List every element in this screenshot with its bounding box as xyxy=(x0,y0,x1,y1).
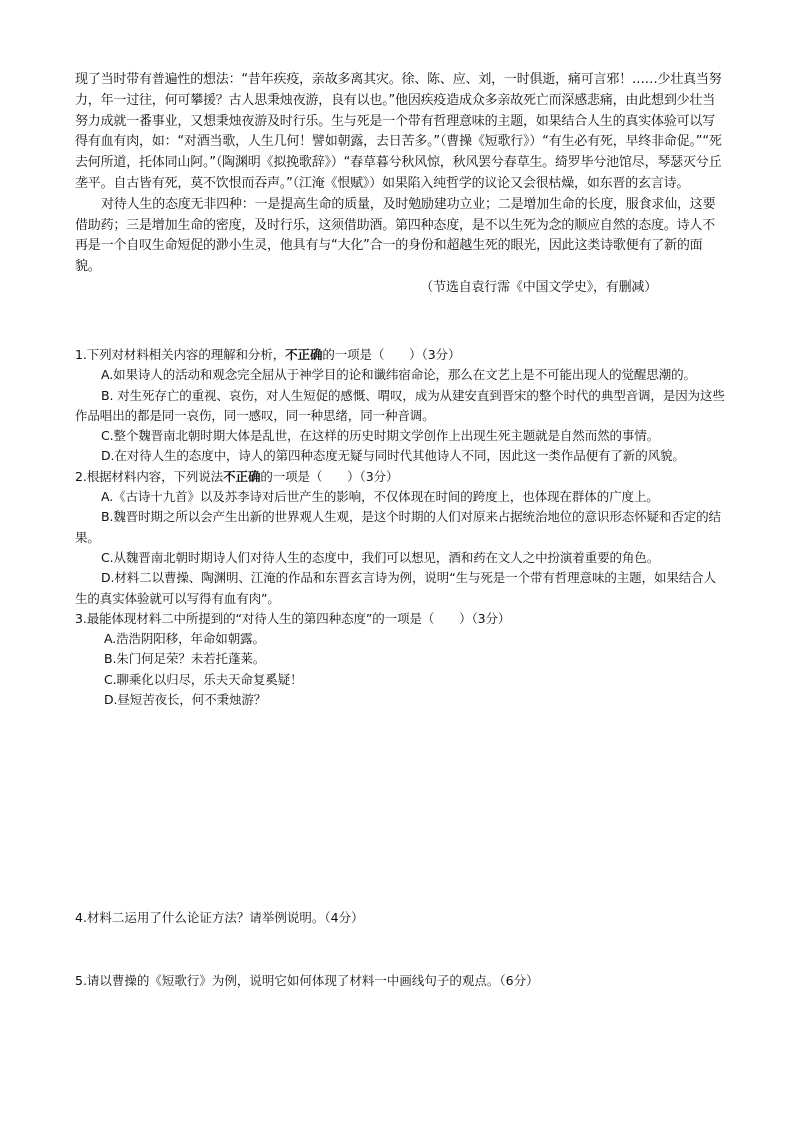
question-4: 4.材料二运用了什么论证方法？请举例说明。（4分） xyxy=(75,910,364,925)
passage-paragraph-2: 对待人生的态度无非四种：一是提高生命的质量，及时勉励建功立业；二是增加生命的长度，服食求仙，这要借助药；三是增加生命的密度，及时行乐，这须借助酒。第四种态度，是不以生死为念的顺应自然的态度。诗人不再是一个自叹生命短促的渺小生灵，他具有与“大化”合一的身份和超越生死的眼光，因此这类诗歌便有了新的面貌。 xyxy=(75,196,716,275)
question-2-option-a: A.《古诗十九首》以及苏李诗对后世产生的影响，不仅体现在时间的跨度上，也体现在群体的广度上。 xyxy=(101,489,659,505)
question-5: 5.请以曹操的《短歌行》为例，说明它如何体现了材料一中画线句子的观点。（6分） xyxy=(75,973,539,988)
questions-section xyxy=(75,345,725,710)
question-1-emphasis: 不正确 xyxy=(285,347,323,362)
question-1-stem-text: 1.下列对材料相关内容的理解和分析， xyxy=(75,347,286,362)
question-3-option-c: C.聊乘化以归尽，乐夫天命复奚疑！ xyxy=(104,671,303,687)
question-2-option-d: D.材料二以曹操、陶渊明、江淹的作品和东晋玄言诗为例，说明“生与死是一个带有哲理意味的主题，如果结合人生的真实体验就可以写得有血有肉”。 xyxy=(75,570,716,606)
question-2-emphasis: 不正确 xyxy=(223,468,261,484)
question-1-stem-tail: 的一项是（ ）（3分） xyxy=(322,347,461,362)
question-3-stem: 3.最能体现材料二中所提到的“对待人生的第四种态度”的一项是（ ）（3分） xyxy=(75,610,511,626)
passage-paragraph-1: 现了当时带有普遍性的想法：“昔年疾疫，亲故多离其灾。徐、陈、应、刘，一时俱逝，痛可言邪！……少壮真当努力，年一过往，何可攀援？古人思秉烛夜游，良有以也。”他因疾疫造成众多亲故死亡而深感悲痛，由此想到少壮当努力成就一番事业，又想秉烛夜游及时行乐。生与死是一个带有哲理意味的主题，如果结合人生的真实体验可以写得有血有肉，如：“对酒当歌，人生几何！譬如朝露，去日苦多。”（曹操《短歌行》）“有生必有死，早终非命促。”“死去何所道，托体同山阿。”（陶渊明《拟挽歌辞》）“春草暮兮秋风惊，秋风罢兮春草生。绮罗毕兮池馆尽，琴瑟灭兮丘垄平。自古皆有死，莫不饮恨而吞声。”（江淹《恨赋》）如果陷入纯哲学的议论又会很枯燥，如东晋的玄言诗。 xyxy=(75,72,722,191)
reading-passage xyxy=(75,70,725,299)
question-1-option-d: D.在对待人生的态度中，诗人的第四种态度无疑与同时代其他诗人不同，因此这一类作品便有了新的风貌。 xyxy=(101,448,685,464)
question-2-option-b: B.魏晋时期之所以会产生出新的世界观人生观，是这个时期的人们对原来占据统治地位的意识形态怀疑和否定的结果。 xyxy=(75,509,721,545)
question-1-option-a: A.如果诗人的活动和观念完全屈从于神学目的论和谶纬宿命论，那么在文艺上是不可能出现人的觉醒思潮的。 xyxy=(101,367,696,383)
passage-source: （节选自袁行霈《中国文学史》，有删减） xyxy=(420,279,657,295)
question-2-stem xyxy=(75,467,725,487)
question-2-stem-tail: 的一项是（ ）（3分） xyxy=(260,468,399,484)
question-3-option-b: B.朱门何足荣？未若托蓬莱。 xyxy=(104,651,266,667)
question-3-option-d: D.昼短苦夜长，何不秉烛游？ xyxy=(104,692,267,708)
question-1-option-b: B. 对生死存亡的重视、哀伤，对人生短促的感慨、喟叹，成为从建安直到晋宋的整个时代的典型音调，是因为这些作品唱出的都是同一哀伤，同一感叹，同一种思绪，同一种音调。 xyxy=(75,387,725,423)
question-2-option-c: C.从魏晋南北朝时期诗人们对待人生的态度中，我们可以想见，酒和药在文人之中扮演着重要的角色。 xyxy=(101,549,660,565)
question-3-option-a: A.浩浩阴阳移，年命如朝露。 xyxy=(104,631,265,647)
question-2-stem-text: 2.根据材料内容，下列说法 xyxy=(75,468,224,484)
question-1-stem xyxy=(75,345,725,365)
question-1-option-c: C.整个魏晋南北朝时期大体是乱世，在这样的历史时期文学创作上出现生死主题就是自然而然的事情。 xyxy=(101,428,660,444)
